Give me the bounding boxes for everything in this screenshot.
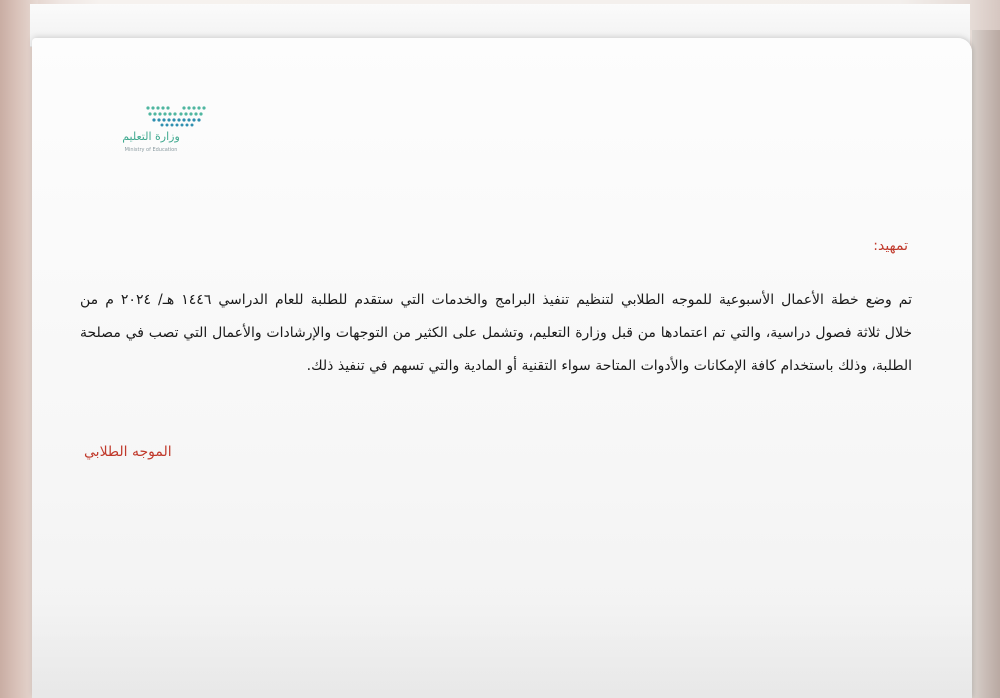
intro-paragraph bbox=[80, 284, 912, 383]
logo-dots-icon bbox=[144, 104, 208, 128]
page-stack-edge bbox=[972, 30, 1000, 698]
paragraph-line: خلال ثلاثة فصول دراسية، والتي تم اعتمادها من قبل وزارة التعليم، وتشمل على الكثير من التوجهات والإرشادات والأعمال التي تصب في مصلحة bbox=[80, 325, 912, 341]
intro-heading: تمهيد: bbox=[873, 238, 908, 254]
paragraph-line: الطلبة، وذلك باستخدام كافة الإمكانات والأدوات المتاحة سواء التقنية أو المادية والتي تسهم في تنفيذ ذلك. bbox=[306, 358, 912, 374]
ministry-logo bbox=[110, 104, 210, 160]
logo-english-text: Ministry of Education bbox=[124, 147, 178, 153]
logo-arabic-text: وزارة التعليم bbox=[122, 130, 180, 143]
signature: الموجه الطلابي bbox=[84, 444, 172, 460]
paragraph-line: تم وضع خطة الأعمال الأسبوعية للموجه الطلابي لتنظيم تنفيذ البرامج والخدمات التي ستقدم للطلبة للعام الدراسي ١٤٤٦ هـ/ ٢٠٢٤ م من bbox=[80, 292, 912, 308]
